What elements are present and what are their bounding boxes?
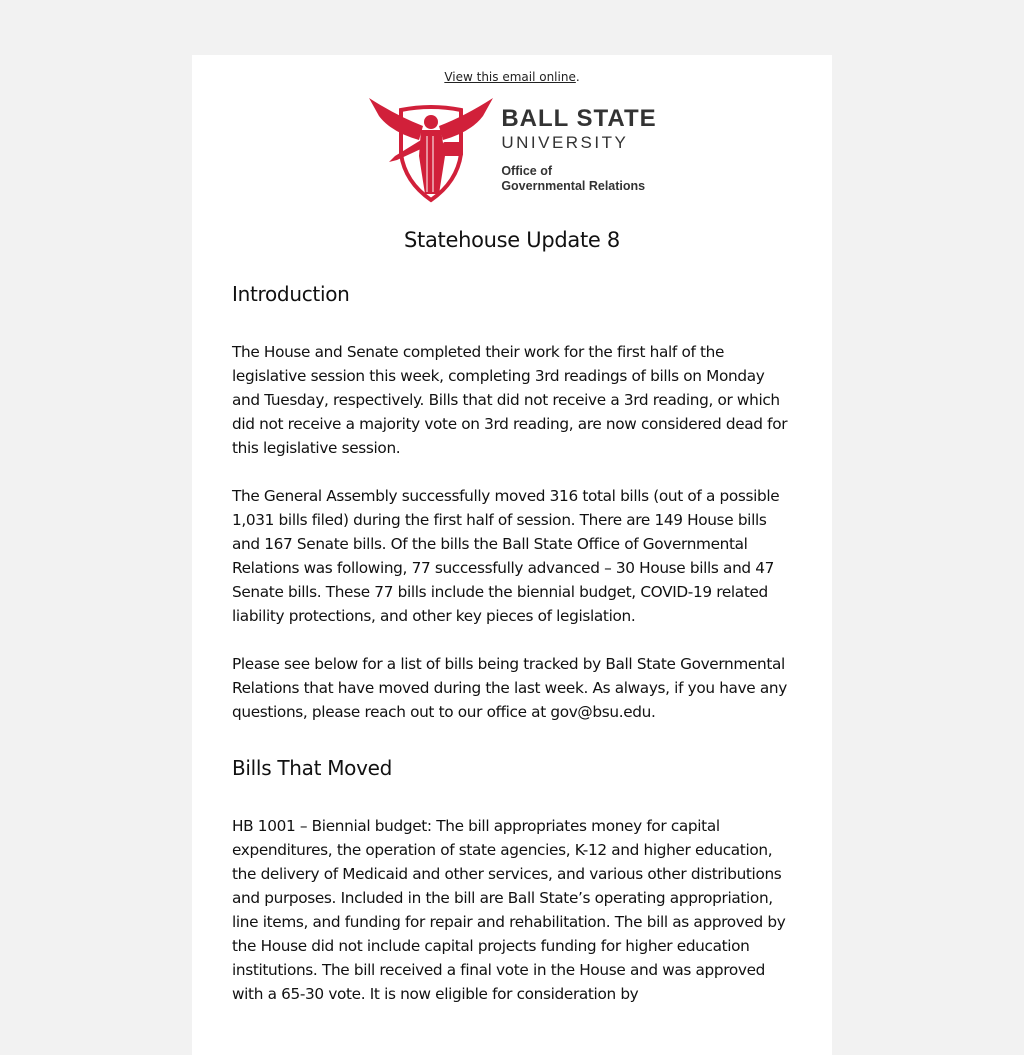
paragraph: The General Assembly successfully moved 316 total bills (out of a possible 1,031 bills filed) during the first half of session. There are 149 House bills and 167 Senate bills. Of the bills the Ball State Office of Governmental Relations was following, 77 successfully advanced – 30 House bills and 47 Senate bills. These 77 bills include the biennial budget, COVID-19 related liability protections, and other key pieces of legislation.	[232, 487, 780, 625]
page-title: Statehouse Update 8	[404, 228, 620, 252]
cardinal-shield-icon	[367, 96, 495, 204]
paragraph: HB 1001 – Biennial budget: The bill appropriates money for capital expenditures, the operation of state agencies, K-12 and higher education, the delivery of Medicaid and other services, and various other distributions and purposes. Included in the bill are Ball State’s operating appropriation, line items, and funding for repair and rehabilitation. The bill as approved by the House did not include capital projects funding for higher education institutions. The bill received a final vote in the House and was approved with a 65-30 vote. It is now eligible for consideration by	[232, 817, 786, 1003]
bills-content	[232, 814, 796, 1006]
view-online-link[interactable]: View this email online	[444, 70, 576, 84]
introduction-content	[232, 340, 796, 724]
brand-text: BALL STATE UNIVERSITY Office of Governmental Relations	[501, 105, 657, 193]
paragraph: Please see below for a list of bills being tracked by Ball State Governmental Relations that have moved during the last week. As always, if you have any questions, please reach out to our office at gov@bsu.edu.	[232, 655, 787, 721]
ball-state-logo	[192, 94, 832, 206]
paragraph: The House and Senate completed their work for the first half of the legislative session this week, completing 3rd readings of bills on Monday and Tuesday, respectively. Bills that did not receive a 3rd reading, or which did not receive a majority vote on 3rd reading, are now considered dead for this legislative session.	[232, 343, 788, 457]
view-online-row: View this email online.	[444, 70, 580, 84]
section-heading-bills-that-moved: Bills That Moved	[232, 756, 393, 780]
section-heading-introduction: Introduction	[232, 282, 350, 306]
email-body	[192, 55, 832, 1055]
